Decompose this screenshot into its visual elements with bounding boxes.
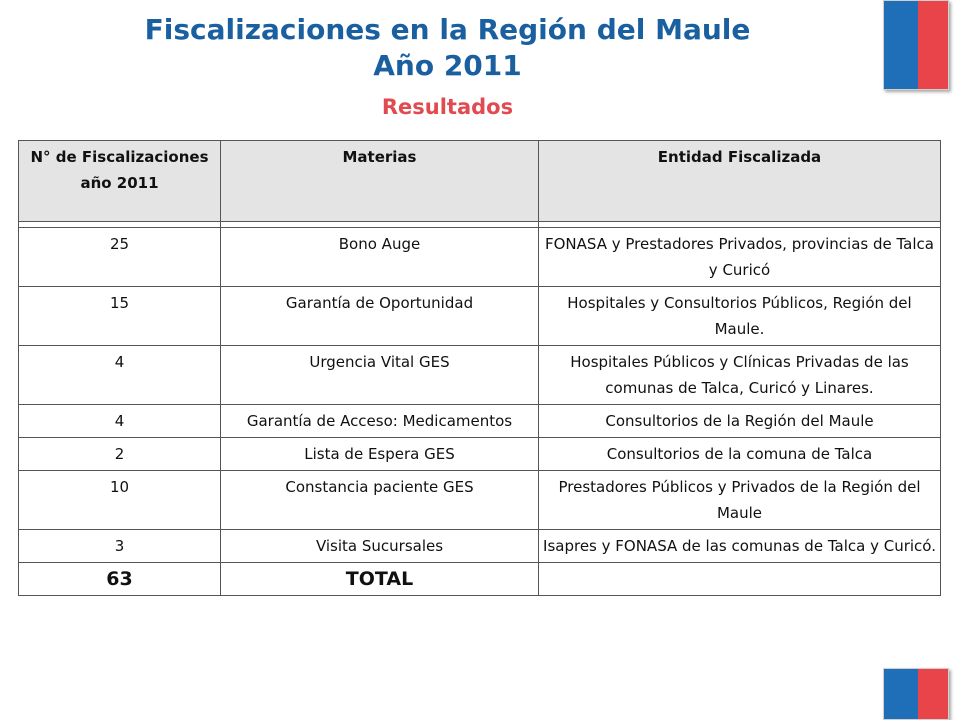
count-cell: 3 <box>19 530 221 563</box>
count-cell: 2 <box>19 438 221 471</box>
table-row <box>19 346 941 405</box>
entidad-cell: FONASA y Prestadores Privados, provincias de Talca y Curicó <box>539 228 941 287</box>
flag-red-stripe <box>918 669 948 719</box>
table-row <box>19 530 941 563</box>
table-row <box>19 405 941 438</box>
entidad-cell: Consultorios de la Región del Maule <box>539 405 941 438</box>
results-table <box>18 140 941 596</box>
flag-blue-stripe <box>884 1 918 89</box>
title-line-1: Fiscalizaciones en la Región del Maule <box>144 13 751 46</box>
total-count-cell: 63 <box>19 563 221 596</box>
materia-cell: Bono Auge <box>221 228 539 287</box>
header-count: N° de Fiscalizaciones año 2011 <box>19 141 221 222</box>
entidad-cell: Consultorios de la comuna de Talca <box>539 438 941 471</box>
count-cell: 15 <box>19 287 221 346</box>
chile-flag-logo-bottom <box>883 668 949 720</box>
materia-cell: Visita Sucursales <box>221 530 539 563</box>
count-cell: 4 <box>19 346 221 405</box>
table-row <box>19 287 941 346</box>
entidad-cell: Isapres y FONASA de las comunas de Talca y Curicó. <box>539 530 941 563</box>
table-row <box>19 471 941 530</box>
count-cell: 10 <box>19 471 221 530</box>
table-row <box>19 228 941 287</box>
page-subtitle: Resultados <box>381 95 514 119</box>
materia-cell: Constancia paciente GES <box>221 471 539 530</box>
total-entidad-cell <box>539 563 941 596</box>
header-entidad: Entidad Fiscalizada <box>539 141 941 222</box>
total-label-cell: TOTAL <box>221 563 539 596</box>
materia-cell: Urgencia Vital GES <box>221 346 539 405</box>
chile-flag-logo-top <box>883 0 949 90</box>
entidad-cell: Hospitales Públicos y Clínicas Privadas de las comunas de Talca, Curicó y Linares. <box>539 346 941 405</box>
flag-blue-stripe <box>884 669 918 719</box>
materia-cell: Garantía de Acceso: Medicamentos <box>221 405 539 438</box>
page-title <box>0 12 895 84</box>
count-cell: 25 <box>19 228 221 287</box>
entidad-cell: Hospitales y Consultorios Públicos, Región del Maule. <box>539 287 941 346</box>
header-materias: Materias <box>221 141 539 222</box>
entidad-cell: Prestadores Públicos y Privados de la Región del Maule <box>539 471 941 530</box>
materia-cell: Lista de Espera GES <box>221 438 539 471</box>
materia-cell: Garantía de Oportunidad <box>221 287 539 346</box>
table-total-row <box>19 563 941 596</box>
flag-red-stripe <box>918 1 948 89</box>
table-row <box>19 438 941 471</box>
count-cell: 4 <box>19 405 221 438</box>
table-header-row <box>19 141 941 222</box>
title-line-2: Año 2011 <box>373 49 522 82</box>
